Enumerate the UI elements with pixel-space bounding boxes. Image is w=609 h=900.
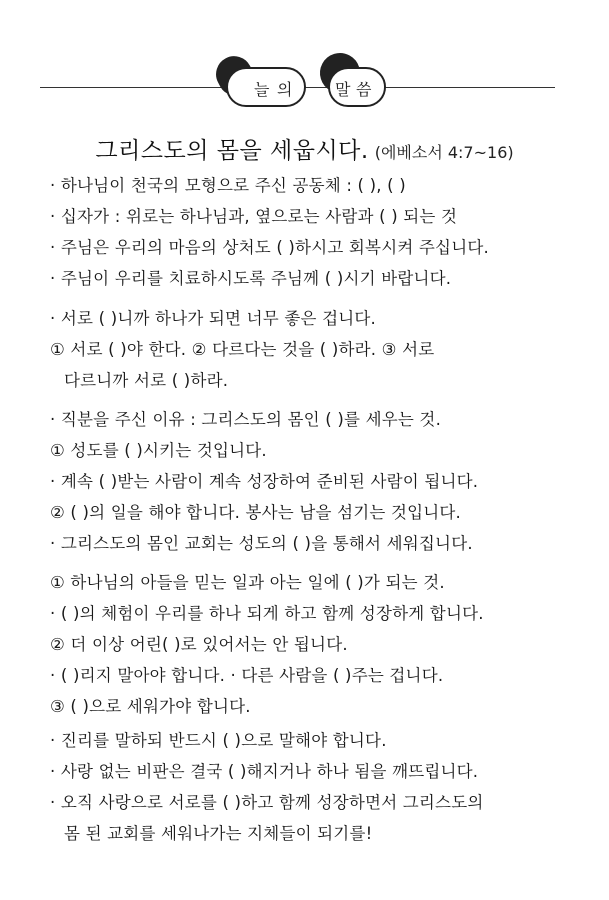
outline-line: ① 서로 ( )야 한다. ② 다르다는 것을 ( )하라. ③ 서로	[50, 340, 435, 359]
outline-line: · 십자가 : 위로는 하나님과, 옆으로는 사람과 ( ) 되는 것	[50, 207, 458, 226]
sermon-title	[0, 132, 609, 165]
header-char-5: 씀	[356, 80, 372, 99]
outline-line: · 직분을 주신 이유 : 그리스도의 몸인 ( )를 세우는 것.	[50, 410, 442, 429]
outline-line: · 주님은 우리의 마음의 상처도 ( )하시고 회복시켜 주십니다.	[50, 238, 489, 257]
outline-line: 몸 된 교회를 세워나가는 지체들이 되기를!	[64, 824, 373, 843]
outline-line: · 오직 사랑으로 서로를 ( )하고 함께 성장하면서 그리스도의	[50, 793, 484, 812]
outline-line: · 하나님이 천국의 모형으로 주신 공동체 : ( ), ( )	[50, 176, 406, 195]
outline-line: · ( )리지 말아야 합니다. · 다른 사람을 ( )주는 겁니다.	[50, 666, 444, 685]
title-main: 그리스도의 몸을 세웁시다.	[95, 138, 369, 164]
outline-line: 다르니까 서로 ( )하라.	[64, 371, 229, 390]
outline-line: ② 더 이상 어린( )로 있어서는 안 됩니다.	[50, 635, 348, 654]
outline-line: ① 성도를 ( )시키는 것입니다.	[50, 441, 267, 460]
header-char-2: 늘	[254, 80, 270, 99]
outline-line: · 주님이 우리를 치료하시도록 주님께 ( )시기 바랍니다.	[50, 269, 452, 288]
outline-line: · 계속 ( )받는 사람이 계속 성장하여 준비된 사람이 됩니다.	[50, 472, 479, 491]
header-char-1: 오	[233, 80, 249, 99]
outline-line: ② ( )의 일을 해야 합니다. 봉사는 남을 섬기는 것입니다.	[50, 503, 461, 522]
outline-line: · 서로 ( )니까 하나가 되면 너무 좋은 겁니다.	[50, 309, 376, 328]
outline-line: ① 하나님의 아들을 믿는 일과 아는 일에 ( )가 되는 것.	[50, 573, 445, 592]
outline-line: ③ ( )으로 세워가야 합니다.	[50, 697, 251, 716]
header-char-3: 의	[277, 80, 293, 99]
title-reference: (에베소서 4:7~16)	[374, 143, 514, 162]
outline-line: · 사랑 없는 비판은 결국 ( )해지거나 하나 됨을 깨뜨립니다.	[50, 762, 479, 781]
header-banner	[0, 50, 609, 130]
outline-line: · ( )의 체험이 우리를 하나 되게 하고 함께 성장하게 합니다.	[50, 604, 484, 623]
outline-line: · 그리스도의 몸인 교회는 성도의 ( )을 통해서 세워집니다.	[50, 534, 473, 553]
outline-line: · 진리를 말하되 반드시 ( )으로 말해야 합니다.	[50, 731, 387, 750]
header-char-4: 말	[335, 80, 351, 99]
